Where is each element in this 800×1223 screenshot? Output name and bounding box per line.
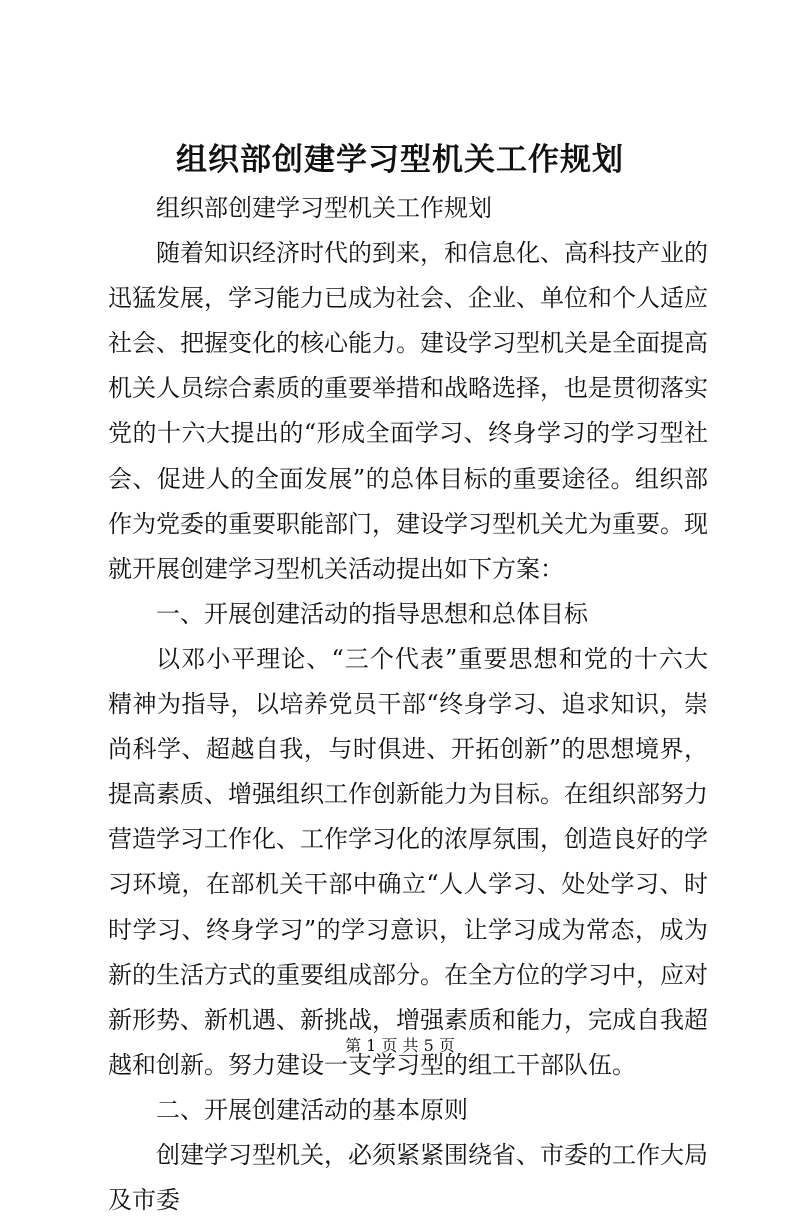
document-body: [108, 186, 708, 1223]
document-title: 组织部创建学习型机关工作规划: [176, 142, 624, 178]
paragraph-intro: 随着知识经济时代的到来，和信息化、高科技产业的迅猛发展，学习能力已成为社会、企业、单位和个人适应社会、把握变化的核心能力。建设学习型机关是全面提高机关人员综合素质的重要举措和战略选择，也是贯彻落实党的十六大提出的“形成全面学习、终身学习的学习型社会、促进人的全面发展”的总体目标的重要途径。组织部作为党委的重要职能部门，建设学习型机关尤为重要。现就开展创建学习型机关活动提出如下方案：: [108, 239, 708, 583]
section-heading-2: 二、开展创建活动的基本原则: [156, 1095, 468, 1124]
paragraph-section-1: 以邓小平理论、“三个代表”重要思想和党的十六大精神为指导，以培养党员干部“终身学习、追求知识，崇尚科学、超越自我，与时俱进、开拓创新”的思想境界，提高素质、增强组织工作创新能力为目标。在组织部努力营造学习工作化、工作学习化的浓厚氛围，创造良好的学习环境，在部机关干部中确立“人人学习、处处学习、时时学习、终身学习”的学习意识，让学习成为常态，成为新的生活方式的重要组成部分。在全方位的学习中，应对新形势、新机遇、新挑战，增强素质和能力，完成自我超越和创新。努力建设一支学习型的组工干部队伍。: [108, 644, 708, 1079]
page-number-footer: 第 1 页 共 5 页: [345, 1036, 455, 1055]
section-heading-1: 一、开展创建活动的指导思想和总体目标: [156, 599, 588, 628]
paragraph-section-2: 创建学习型机关，必须紧紧围绕省、市委的工作大局及市委: [108, 1140, 708, 1215]
paragraph-subtitle: 组织部创建学习型机关工作规划: [156, 194, 492, 222]
